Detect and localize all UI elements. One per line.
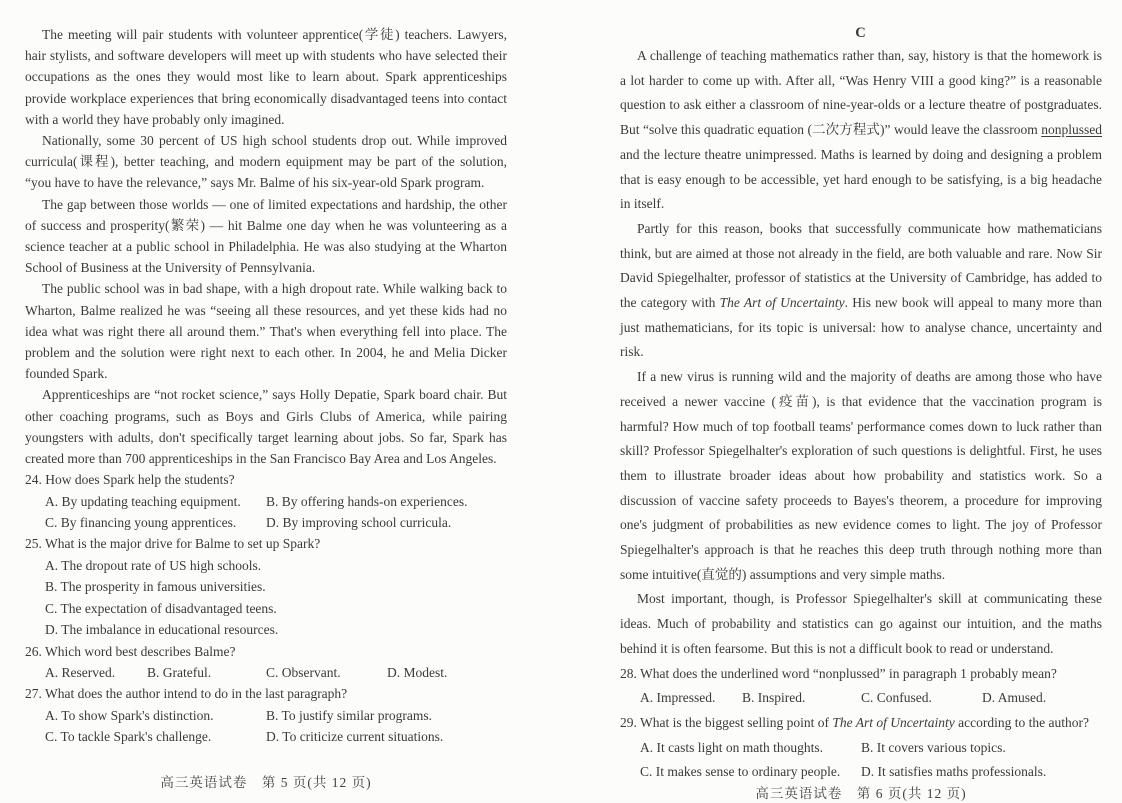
question-stem: [25, 469, 507, 490]
option-b: [266, 705, 507, 726]
text: according to the author?: [954, 714, 1089, 730]
option-d: [861, 760, 1102, 785]
text: If a new virus is running wild and the majority of deaths are among those who have received a newer vaccine (疫苗), is that evidence that the vaccination program is harmful? How much of top football teams' performance comes down to luck rather than skill? Professor Spiegelhalter's exploration of such questions is delightful. First, he uses them to illustrate broader ideas about how probability and statistics work. So a discussion of vaccine safety proceeds to Bayes's theorem, a procedure for improving one's judgment of probabilities as new evidence comes to light. The joy of Professor Spiegelhalter's approach is that he reaches this deep truth through nothing more than some intuitive(直觉的) assumptions and very simple maths.: [620, 369, 1102, 582]
left-page-paragraphs: [25, 24, 507, 469]
option-label: A.: [45, 664, 62, 680]
text: Partly for this reason, books that successfully communicate how mathematicians think, but are aimed at those not already in the field, are both valuable and rare. Now Sir David Spiegelhalter, professor of statistics at the University of Cambridge, has added to the category with: [620, 220, 1102, 311]
text: The meeting will pair students with volunteer apprentice(学徒) teachers. Lawyers, hair stylists, and software developers will meet up with students who have selected their occupations as the ones they would most like to learn about. Spark apprenticeships provide workplace experiences that bring economically disadvantaged teens into contact with a world they have probably only imagined.: [25, 27, 507, 127]
text: How does Spark help the students?: [45, 472, 235, 488]
option-label: B.: [742, 690, 758, 706]
answer-options: [620, 736, 1102, 785]
option-a: [640, 686, 742, 711]
question-25: [25, 533, 507, 640]
question-number: 28.: [620, 665, 641, 681]
text: A challenge of teaching mathematics rather than, say, history is that the homework is a lot harder to come up with. After all, “Was Henry VIII a good king?” is a reasonable question to ask either a classroom of nine-year-olds or a lecture theatre of postgraduates. But “solve this quadratic equation (二次方程式)” would leave the classroom: [620, 48, 1102, 138]
option-label: B.: [266, 707, 282, 723]
text: Nationally, some 30 percent of US high school students drop out. While improved curricula(课程), better teaching, and modern equipment may be part of the solution, “you have to have the relevance,” says Mr. Balme of his six-year-old Spark program.: [25, 133, 507, 191]
option-label: A.: [45, 493, 62, 509]
text: . His new book will appeal to many more than just mathematicians, for its topic is universal: how to analyse chance, uncertainty and risk.: [620, 295, 1102, 360]
text: Which word best describes Balme?: [45, 643, 236, 659]
option-text: The imbalance in educational resources.: [61, 622, 279, 638]
section-label: C: [855, 25, 867, 41]
question-stem: [25, 533, 507, 554]
option-text: It casts light on math thoughts.: [656, 739, 823, 755]
option-label: B.: [147, 664, 163, 680]
text: What is the major drive for Balme to set up Spark?: [45, 536, 321, 552]
option-text: By financing young apprentices.: [60, 515, 237, 531]
option-b: [147, 662, 266, 683]
option-label: A.: [640, 739, 657, 755]
option-text: To tackle Spark's challenge.: [60, 729, 212, 745]
question-number: 29.: [620, 714, 641, 730]
passage-paragraph: [620, 217, 1102, 365]
text: What does the author intend to do in the last paragraph?: [45, 686, 348, 702]
answer-options: [25, 555, 507, 641]
option-text: Modest.: [403, 664, 448, 680]
passage-paragraph: [620, 587, 1102, 661]
question-27: [25, 683, 507, 747]
option-text: By improving school curricula.: [282, 515, 452, 531]
option-a: [45, 662, 147, 683]
option-text: Amused.: [997, 690, 1047, 706]
exam-page-6: [620, 0, 1102, 800]
option-label: A.: [45, 707, 62, 723]
option-d: [266, 726, 507, 747]
option-c: [861, 686, 982, 711]
exam-page-5: [25, 0, 507, 800]
question-number: 26.: [25, 643, 46, 659]
option-label: D.: [45, 622, 62, 638]
text: The public school was in bad shape, with a high dropout rate. While walking back to Wharton, Balme realized he was “seeing all these resources, and yet these kids had no idea what was right there all around them.” That's when everything fell into place. The problem and the solution were right next to each other. In 2004, he and Melia Dicker founded Spark.: [25, 281, 507, 382]
option-text: Inspired.: [757, 690, 806, 706]
option-label: C.: [266, 664, 282, 680]
answer-options: [620, 686, 1102, 711]
option-c: [45, 598, 507, 619]
option-label: A.: [45, 557, 62, 573]
text: Apprenticeships are “not rocket science,” says Holly Depatie, Spark board chair. But other coaching programs, such as Boys and Girls Clubs of America, while pairing youngsters with adults, don't specifically target learning about jobs. So far, Spark has created more than 700 apprenticeships in the San Francisco Bay Area and Los Angeles.: [25, 387, 507, 467]
option-text: The expectation of disadvantaged teens.: [60, 600, 277, 616]
page-footer-left: 高三英语试卷 第 5 页(共 12 页): [160, 775, 372, 790]
option-text: The prosperity in famous universities.: [60, 579, 266, 595]
option-text: It satisfies maths professionals.: [877, 764, 1047, 780]
passage-paragraph: [620, 44, 1102, 217]
option-text: To show Spark's distinction.: [61, 707, 214, 723]
option-text: By offering hands-on experiences.: [281, 493, 468, 509]
option-text: Grateful.: [162, 664, 212, 680]
option-text: By updating teaching equipment.: [61, 493, 241, 509]
option-label: B.: [266, 493, 282, 509]
option-b: [266, 491, 507, 512]
option-label: B.: [45, 579, 61, 595]
right-page-paragraphs: [620, 44, 1102, 662]
passage-paragraph: [620, 365, 1102, 587]
option-a: [45, 555, 507, 576]
option-d: [266, 512, 507, 533]
answer-options: [25, 662, 507, 683]
question-stem: [620, 662, 1102, 687]
option-text: The dropout rate of US high schools.: [61, 557, 262, 573]
option-c: [640, 760, 861, 785]
option-b: [861, 736, 1102, 761]
option-d: [982, 686, 1102, 711]
option-text: It makes sense to ordinary people.: [655, 764, 841, 780]
option-a: [45, 491, 266, 512]
text: Most important, though, is Professor Spiegelhalter's skill at communicating these ideas. Much of probability and statistics can go against our intuition, and the maths behind it is often fearsome. But this is not a difficult book to read or understand.: [620, 591, 1102, 656]
question-number: 24.: [25, 472, 46, 488]
text-italic: The Art of Uncertainty: [719, 295, 845, 311]
option-label: D.: [982, 690, 998, 706]
option-label: A.: [640, 690, 657, 706]
option-label: C.: [45, 600, 61, 616]
option-label: D.: [387, 664, 404, 680]
option-d: [387, 662, 507, 683]
option-b: [45, 576, 507, 597]
option-label: C.: [640, 764, 656, 780]
option-label: D.: [861, 764, 878, 780]
text: What does the underlined word “nonplussed” in paragraph 1 probably mean?: [640, 665, 1057, 681]
option-a: [640, 736, 861, 761]
question-stem: [25, 641, 507, 662]
left-page-questions: [25, 469, 507, 747]
question-number: 25.: [25, 536, 46, 552]
option-text: It covers various topics.: [876, 739, 1006, 755]
text: and the lecture theatre unimpressed. Maths is learned by doing and designing a problem that is easy enough to be accessible, yet hard enough to be satisfying, is a big headache in itself.: [620, 146, 1102, 212]
option-text: To criticize current situations.: [282, 729, 444, 745]
option-label: B.: [861, 739, 877, 755]
text-underline: nonplussed: [1041, 122, 1102, 138]
option-text: Reserved.: [61, 664, 116, 680]
answer-options: [25, 705, 507, 748]
option-c: [266, 662, 387, 683]
option-d: [45, 619, 507, 640]
passage-paragraph: [25, 130, 507, 194]
question-stem: [620, 711, 1102, 736]
question-24: [25, 469, 507, 533]
option-b: [742, 686, 861, 711]
option-text: To justify similar programs.: [281, 707, 433, 723]
question-28: [620, 662, 1102, 711]
passage-paragraph: [25, 278, 507, 384]
option-c: [45, 512, 266, 533]
question-26: [25, 641, 507, 684]
passage-paragraph: [25, 384, 507, 469]
passage-paragraph: [25, 24, 507, 130]
option-text: Observant.: [281, 664, 341, 680]
option-text: Impressed.: [656, 690, 716, 706]
text: The gap between those worlds — one of limited expectations and hardship, the other of success and prosperity(繁荣) — hit Balme one day when he was volunteering as a science teacher at a public school in Philadelphia. He was also studying at the Wharton School of Business at the University of Pennsylvania.: [25, 196, 507, 276]
right-page-questions: [620, 662, 1102, 786]
option-label: C.: [861, 690, 877, 706]
passage-paragraph: [25, 194, 507, 279]
answer-options: [25, 491, 507, 534]
option-text: Confused.: [876, 690, 932, 706]
question-stem: [25, 683, 507, 704]
option-label: C.: [45, 515, 61, 531]
question-29: [620, 711, 1102, 785]
text: What is the biggest selling point of: [640, 714, 833, 730]
option-label: D.: [266, 729, 283, 745]
option-label: D.: [266, 515, 283, 531]
option-c: [45, 726, 266, 747]
text-italic: The Art of Uncertainty: [832, 714, 955, 730]
option-a: [45, 705, 266, 726]
option-label: C.: [45, 729, 61, 745]
page-footer-right: 高三英语试卷 第 6 页(共 12 页): [755, 786, 967, 802]
question-number: 27.: [25, 686, 46, 702]
